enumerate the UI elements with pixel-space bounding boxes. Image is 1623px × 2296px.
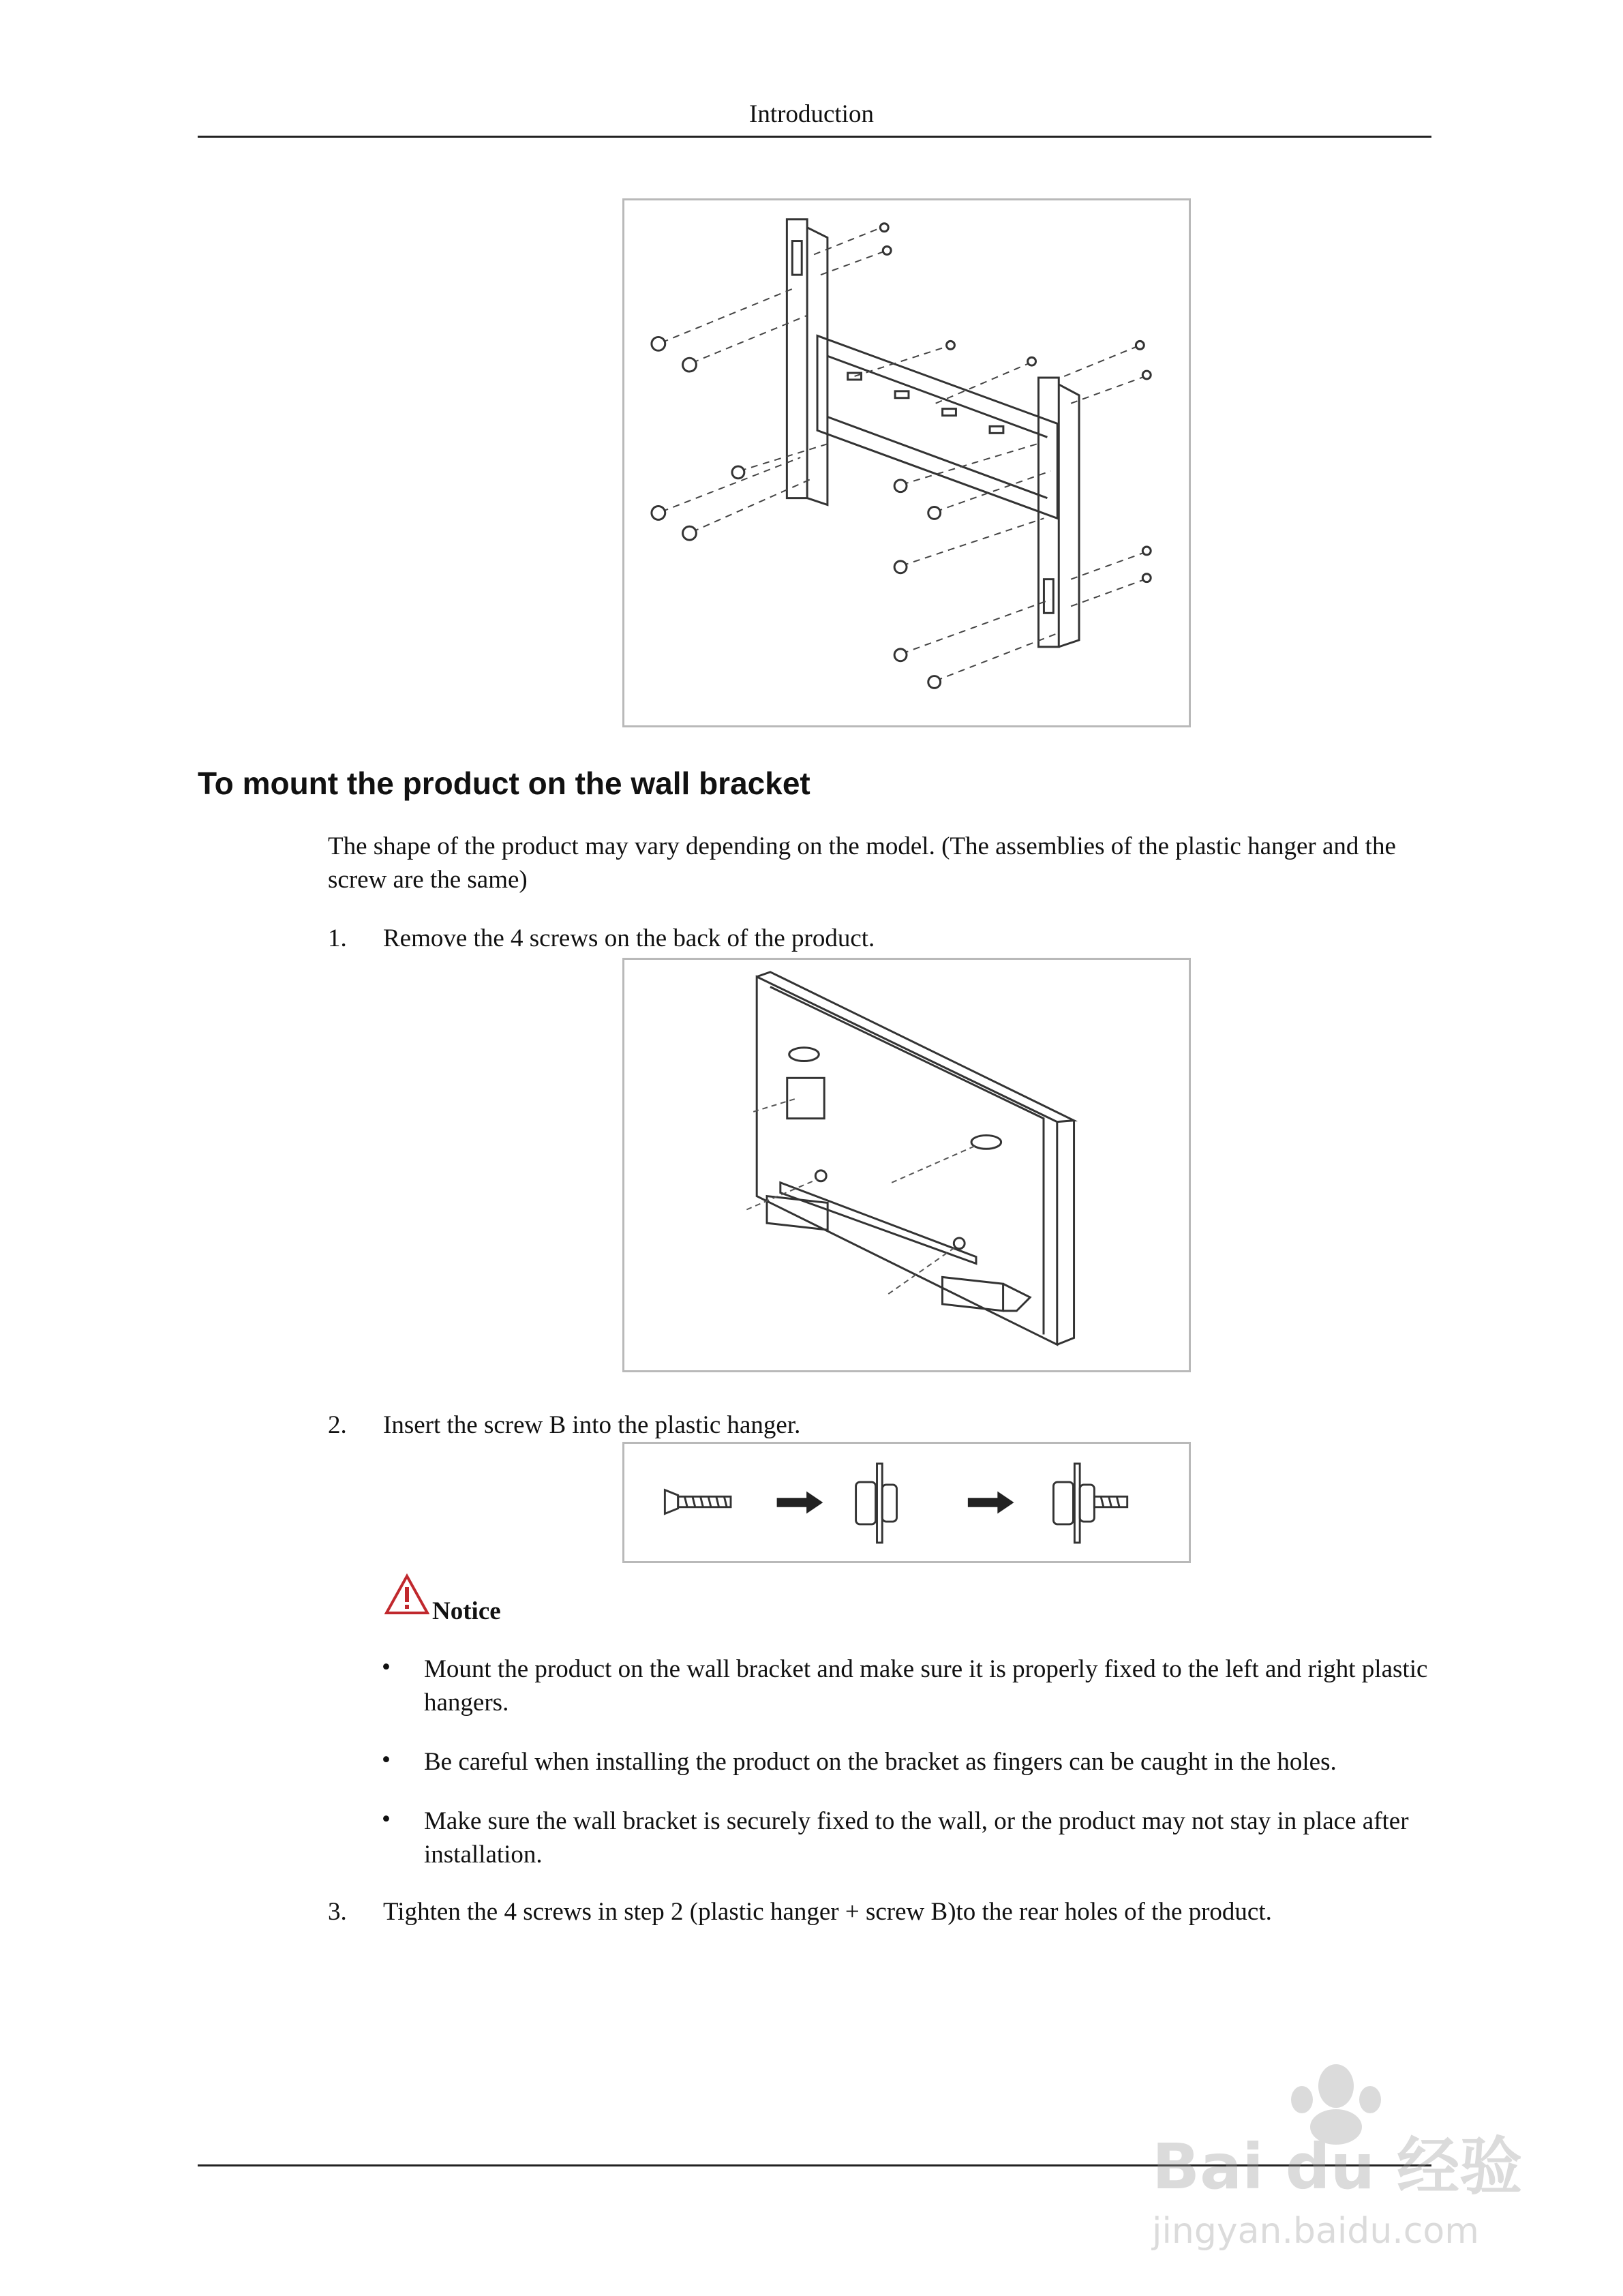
product-back-drawing: [624, 960, 1189, 1370]
screw-hanger-figure: [622, 1442, 1191, 1563]
watermark-url: jingyan.baidu.com: [1152, 2211, 1479, 2252]
step-3-number: 3.: [328, 1898, 347, 1926]
bullet-marker: •: [382, 1805, 391, 1833]
notice-bullet-3: Make sure the wall bracket is securely fixed to the wall, or the product may not stay in place after installation.: [424, 1807, 1409, 1869]
warning-triangle-icon: [384, 1573, 429, 1616]
bracket-assembly-drawing: [624, 200, 1189, 725]
step-2-number: 2.: [328, 1411, 347, 1439]
screw-hanger-drawing: [624, 1444, 1189, 1561]
intro-paragraph: The shape of the product may vary depending on the model. (The assemblies of the plastic hanger and the screw are the same): [328, 832, 1396, 894]
section-heading: To mount the product on the wall bracket: [198, 766, 810, 801]
notice-label: Notice: [432, 1597, 501, 1625]
notice-bullet-2: Be careful when installing the product on the bracket as fingers can be caught in the holes.: [424, 1748, 1337, 1776]
bullet-marker: •: [382, 1746, 391, 1774]
bullet-marker: •: [382, 1653, 391, 1681]
step-2-text: Insert the screw B into the plastic hanger.: [383, 1411, 801, 1439]
watermark-brand: Bai du 经验: [1152, 2130, 1523, 2203]
baidu-watermark-logo: [1132, 2045, 1541, 2263]
notice-bullet-1: Mount the product on the wall bracket and make sure it is properly fixed to the left and right plastic hangers.: [424, 1655, 1428, 1717]
page-header-title: Introduction: [749, 100, 874, 128]
product-back-figure: [622, 958, 1191, 1372]
header-rule: [198, 136, 1431, 138]
bracket-assembly-figure: [622, 198, 1191, 727]
step-1-text: Remove the 4 screws on the back of the product.: [383, 924, 875, 952]
step-3-text: Tighten the 4 screws in step 2 (plastic hanger + screw B)to the rear holes of the product.: [383, 1898, 1272, 1926]
step-1-number: 1.: [328, 924, 347, 952]
